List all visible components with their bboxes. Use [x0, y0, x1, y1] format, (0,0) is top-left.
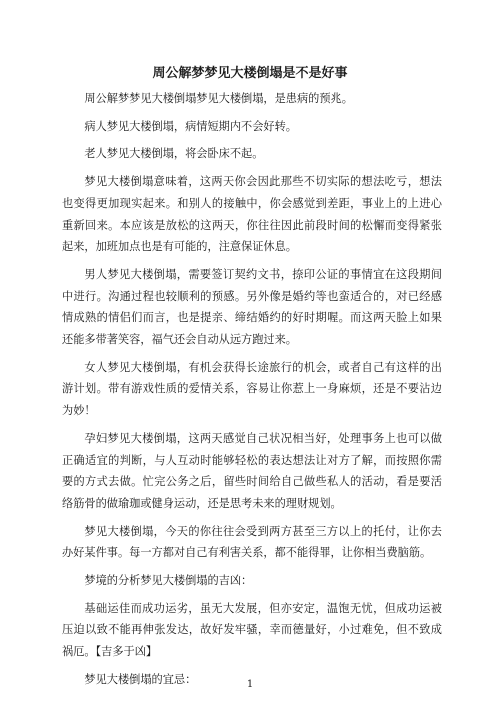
paragraph: 老人梦见大楼倒塌，将会卧床不起。: [84, 147, 264, 161]
paragraph: 梦见大楼倒塌意味着，这两天你会因此那些不切实际的想法吃亏，想法也变得更加现实起来。和别人的接触中，你会感觉到差距，事业上的上进心重新回来。本应该是放松的这两天，你往往因此前段时间的松懈而变得紧张起来，加班加点也是有可能的，注意保证休息。: [62, 175, 442, 254]
document-body: [62, 88, 442, 697]
paragraph: 周公解梦梦见大楼倒塌梦见大楼倒塌，是患病的预兆。: [84, 92, 353, 105]
paragraph: 梦见大楼倒塌，今天的你往往会受到两方甚至三方以上的托付，让你去办好某件事。每一方都对自己有利害关系，都不能得罪，让你相当费脑筋。: [62, 524, 442, 560]
paragraph: 梦见大楼倒塌的宜忌：: [84, 672, 197, 686]
document-title: 周公解梦梦见大楼倒塌是不是好事: [152, 66, 348, 81]
paragraph: 基础运佳而成功运劣，虽无大发展，但亦安定，温饱无忧，但成功运被压迫以致不能再伸张发达，故好发牢骚，幸而德量好，小过难免，但不致成祸厄。【吉多于凶】: [62, 601, 442, 659]
page-number: 1: [246, 679, 254, 690]
paragraph: 女人梦见大楼倒塌，有机会获得长途旅行的机会，或者自己有这样的出游计划。带有游戏性质的爱情关系，容易让你惹上一身麻烦，还是不要沾边为妙！: [62, 360, 442, 418]
paragraph: 病人梦见大楼倒塌，病情短期内不会好转。: [84, 119, 297, 133]
paragraph: 梦境的分析梦见大楼倒塌的吉凶：: [84, 574, 253, 588]
paragraph: 孕妇梦见大楼倒塌，这两天感觉自己状况相当好，处理事务上也可以做正确适宜的判断，与人互动时能够轻松的表达想法让对方了解，而按照你需要的方式去做。忙完公务之后，留些时间给自己做些私人的活动，看是要活络筋骨的做瑜珈或健身运动，还是思考未来的理财规划。: [62, 431, 442, 510]
paragraph: 男人梦见大楼倒塌，需要签订契约文书，捺印公证的事情宜在这段期间中进行。沟通过程也较顺利的预感。另外像是婚约等也蛮适合的，对已经感情成熟的情侣们而言，也是提亲、缔结婚约的好时期喔。而这两天脸上如果还能多带著笑容，福气还会自动从远方跑过来。: [62, 267, 442, 347]
